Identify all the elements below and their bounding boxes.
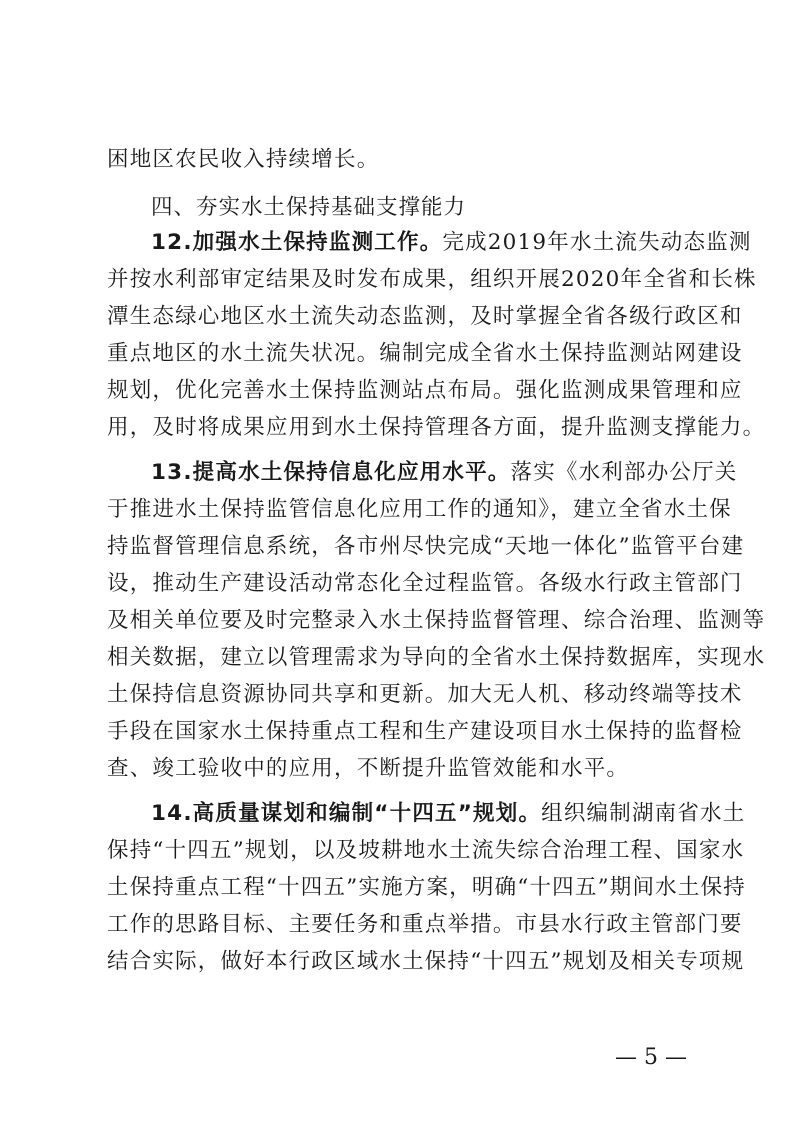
line-text: 及相关单位要及时完整录入水土保持监督管理、综合治理、监测等 <box>107 608 766 633</box>
paragraph-13-line <box>107 529 745 565</box>
item-13-title: 13.提高水土保持信息化应用水平。 <box>151 460 511 485</box>
paragraph-12-first-line <box>151 225 752 261</box>
line-text: 查、竣工验收中的应用，不断提升监管效能和水平。 <box>107 756 630 781</box>
line-text: 完成2019年水土流失动态监测 <box>442 230 752 255</box>
line-text: 土保持重点工程“十四五”实施方案，明确“十四五”期间水土保持 <box>107 875 746 900</box>
line-text: 落实《水利部办公厅关 <box>510 460 738 485</box>
paragraph-14-line <box>107 833 745 869</box>
line-text: 于推进水土保持监管信息化应用工作的通知》，建立全省水土保 <box>107 497 732 522</box>
line-text: 并按水利部审定结果及时发布成果，组织开展2020年全省和长株 <box>107 267 757 292</box>
line-text: 结合实际，做好本行政区域水土保持“十四五”规划及相关专项规 <box>107 949 745 974</box>
paragraph-14-line <box>107 907 743 943</box>
paragraph-12-line <box>107 299 743 335</box>
paragraph-12-line <box>107 373 743 409</box>
section-heading-text: 四、夯实水土保持基础支撑能力 <box>151 195 467 220</box>
page-number: — 5 — <box>615 1045 687 1070</box>
paragraph-13-first-line <box>151 455 738 491</box>
paragraph-14-first-line <box>151 796 746 832</box>
line-text: 土保持信息资源协同共享和更新。加大无人机、移动终端等技术 <box>107 682 743 707</box>
line-text: 规划，优化完善水土保持监测站点布局。强化监测成果管理和应 <box>107 378 743 403</box>
paragraph-12-line <box>107 336 743 372</box>
paragraph-14-line <box>107 870 746 906</box>
paragraph-continuation-line <box>107 142 687 178</box>
line-text: 相关数据，建立以管理需求为导向的全省水土保持数据库，实现水 <box>107 645 766 670</box>
paragraph-13-last-line <box>107 751 687 787</box>
paragraph-13-line <box>107 640 766 676</box>
paragraph-12-line <box>107 410 766 446</box>
paragraph-13-line <box>107 566 743 602</box>
paragraph-14-line <box>107 944 745 980</box>
line-text: 持监督管理信息系统，各市州尽快完成“天地一体化”监管平台建 <box>107 534 745 559</box>
line-text: 困地区农民收入持续增长。 <box>107 147 380 172</box>
paragraph-13-line <box>107 492 732 528</box>
line-text: 潭生态绿心地区水土流失动态监测，及时掌握全省各级行政区和 <box>107 304 743 329</box>
line-text: 设，推动生产建设活动常态化全过程监管。各级水行政主管部门 <box>107 571 743 596</box>
line-text: 重点地区的水土流失状况。编制完成全省水土保持监测站网建设 <box>107 341 743 366</box>
section-heading <box>151 190 687 226</box>
paragraph-13-line <box>107 677 743 713</box>
item-12-title: 12.加强水土保持监测工作。 <box>151 230 443 255</box>
item-14-title: 14.高质量谋划和编制“十四五”规划。 <box>151 801 542 826</box>
line-text: 组织编制湖南省水土 <box>541 801 746 826</box>
paragraph-13-line <box>107 603 766 639</box>
paragraph-12-line <box>107 262 757 298</box>
line-text: 手段在国家水土保持重点工程和生产建设项目水土保持的监督检 <box>107 719 743 744</box>
line-text: 用，及时将成果应用到水土保持管理各方面，提升监测支撑能力。 <box>107 415 766 440</box>
paragraph-13-line <box>107 714 743 750</box>
line-text: 工作的思路目标、主要任务和重点举措。市县水行政主管部门要 <box>107 912 743 937</box>
line-text: 保持“十四五”规划，以及坡耕地水土流失综合治理工程、国家水 <box>107 838 745 863</box>
